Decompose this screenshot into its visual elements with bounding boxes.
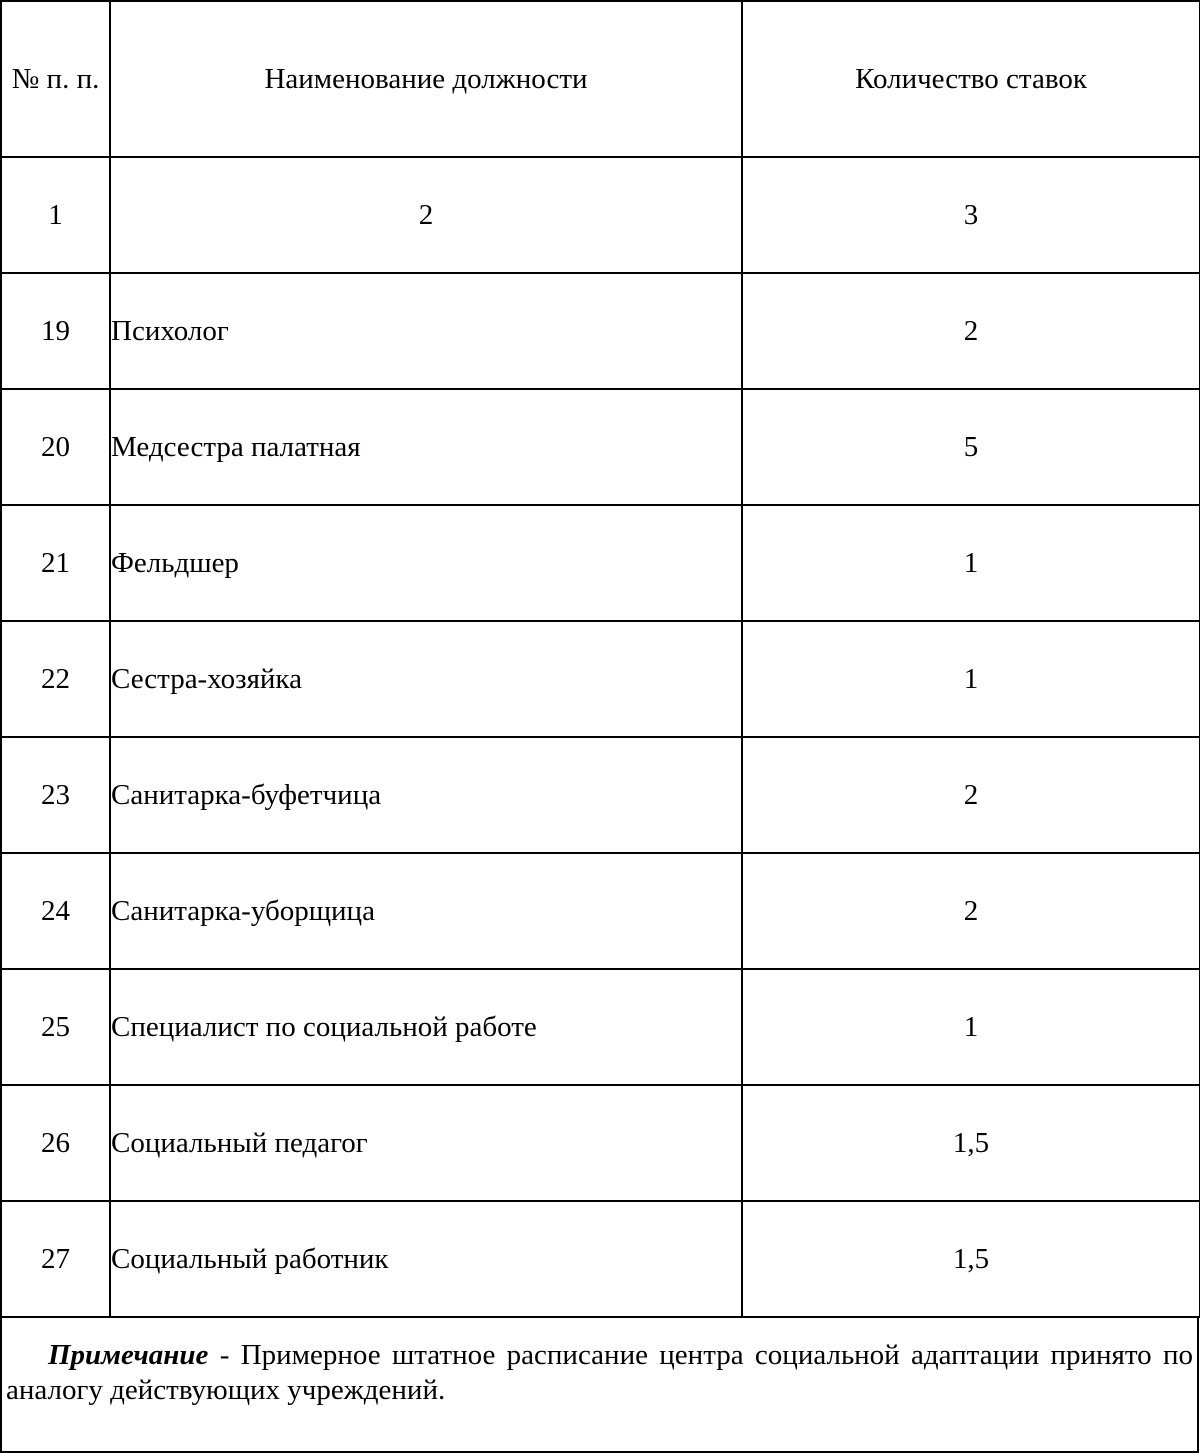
note-text: - Примерное штатное расписание центра социальной адаптации принято по аналогу действующих учреждений. — [6, 1339, 1193, 1406]
column-number-1: 1 — [1, 157, 110, 273]
table-row — [1, 505, 1200, 621]
row-number: 27 — [1, 1201, 110, 1317]
table-row — [1, 1201, 1200, 1317]
row-count: 2 — [742, 853, 1200, 969]
row-number: 24 — [1, 853, 110, 969]
row-number: 22 — [1, 621, 110, 737]
table-row — [1, 621, 1200, 737]
table-row — [1, 1085, 1200, 1201]
table-row — [1, 273, 1200, 389]
table-row — [1, 389, 1200, 505]
row-position: Фельдшер — [110, 505, 742, 621]
row-number: 21 — [1, 505, 110, 621]
table-row — [1, 969, 1200, 1085]
row-number: 19 — [1, 273, 110, 389]
row-position: Санитарка-уборщица — [110, 853, 742, 969]
header-count: Количество ставок — [742, 1, 1200, 157]
column-numbers-row — [1, 157, 1200, 273]
row-position: Санитарка-буфетчица — [110, 737, 742, 853]
row-number: 20 — [1, 389, 110, 505]
column-number-2: 2 — [110, 157, 742, 273]
row-number: 26 — [1, 1085, 110, 1201]
note-label: Примечание — [48, 1339, 209, 1371]
row-position: Социальный педагог — [110, 1085, 742, 1201]
table-header-row — [1, 1, 1200, 157]
row-count: 5 — [742, 389, 1200, 505]
row-position: Специалист по социальной работе — [110, 969, 742, 1085]
row-number: 25 — [1, 969, 110, 1085]
row-position: Психолог — [110, 273, 742, 389]
table-row — [1, 737, 1200, 853]
row-position: Социальный работник — [110, 1201, 742, 1317]
header-number: № п. п. — [1, 1, 110, 157]
row-count: 2 — [742, 273, 1200, 389]
note-paragraph — [6, 1338, 1193, 1408]
row-count: 1,5 — [742, 1201, 1200, 1317]
row-position: Сестра-хозяйка — [110, 621, 742, 737]
row-count: 1 — [742, 621, 1200, 737]
row-position: Медсестра палатная — [110, 389, 742, 505]
row-count: 1 — [742, 505, 1200, 621]
table-row — [1, 853, 1200, 969]
row-count: 1 — [742, 969, 1200, 1085]
row-count: 1,5 — [742, 1085, 1200, 1201]
header-position: Наименование должности — [110, 1, 742, 157]
row-number: 23 — [1, 737, 110, 853]
note-block — [0, 1316, 1199, 1453]
column-number-3: 3 — [742, 157, 1200, 273]
row-count: 2 — [742, 737, 1200, 853]
